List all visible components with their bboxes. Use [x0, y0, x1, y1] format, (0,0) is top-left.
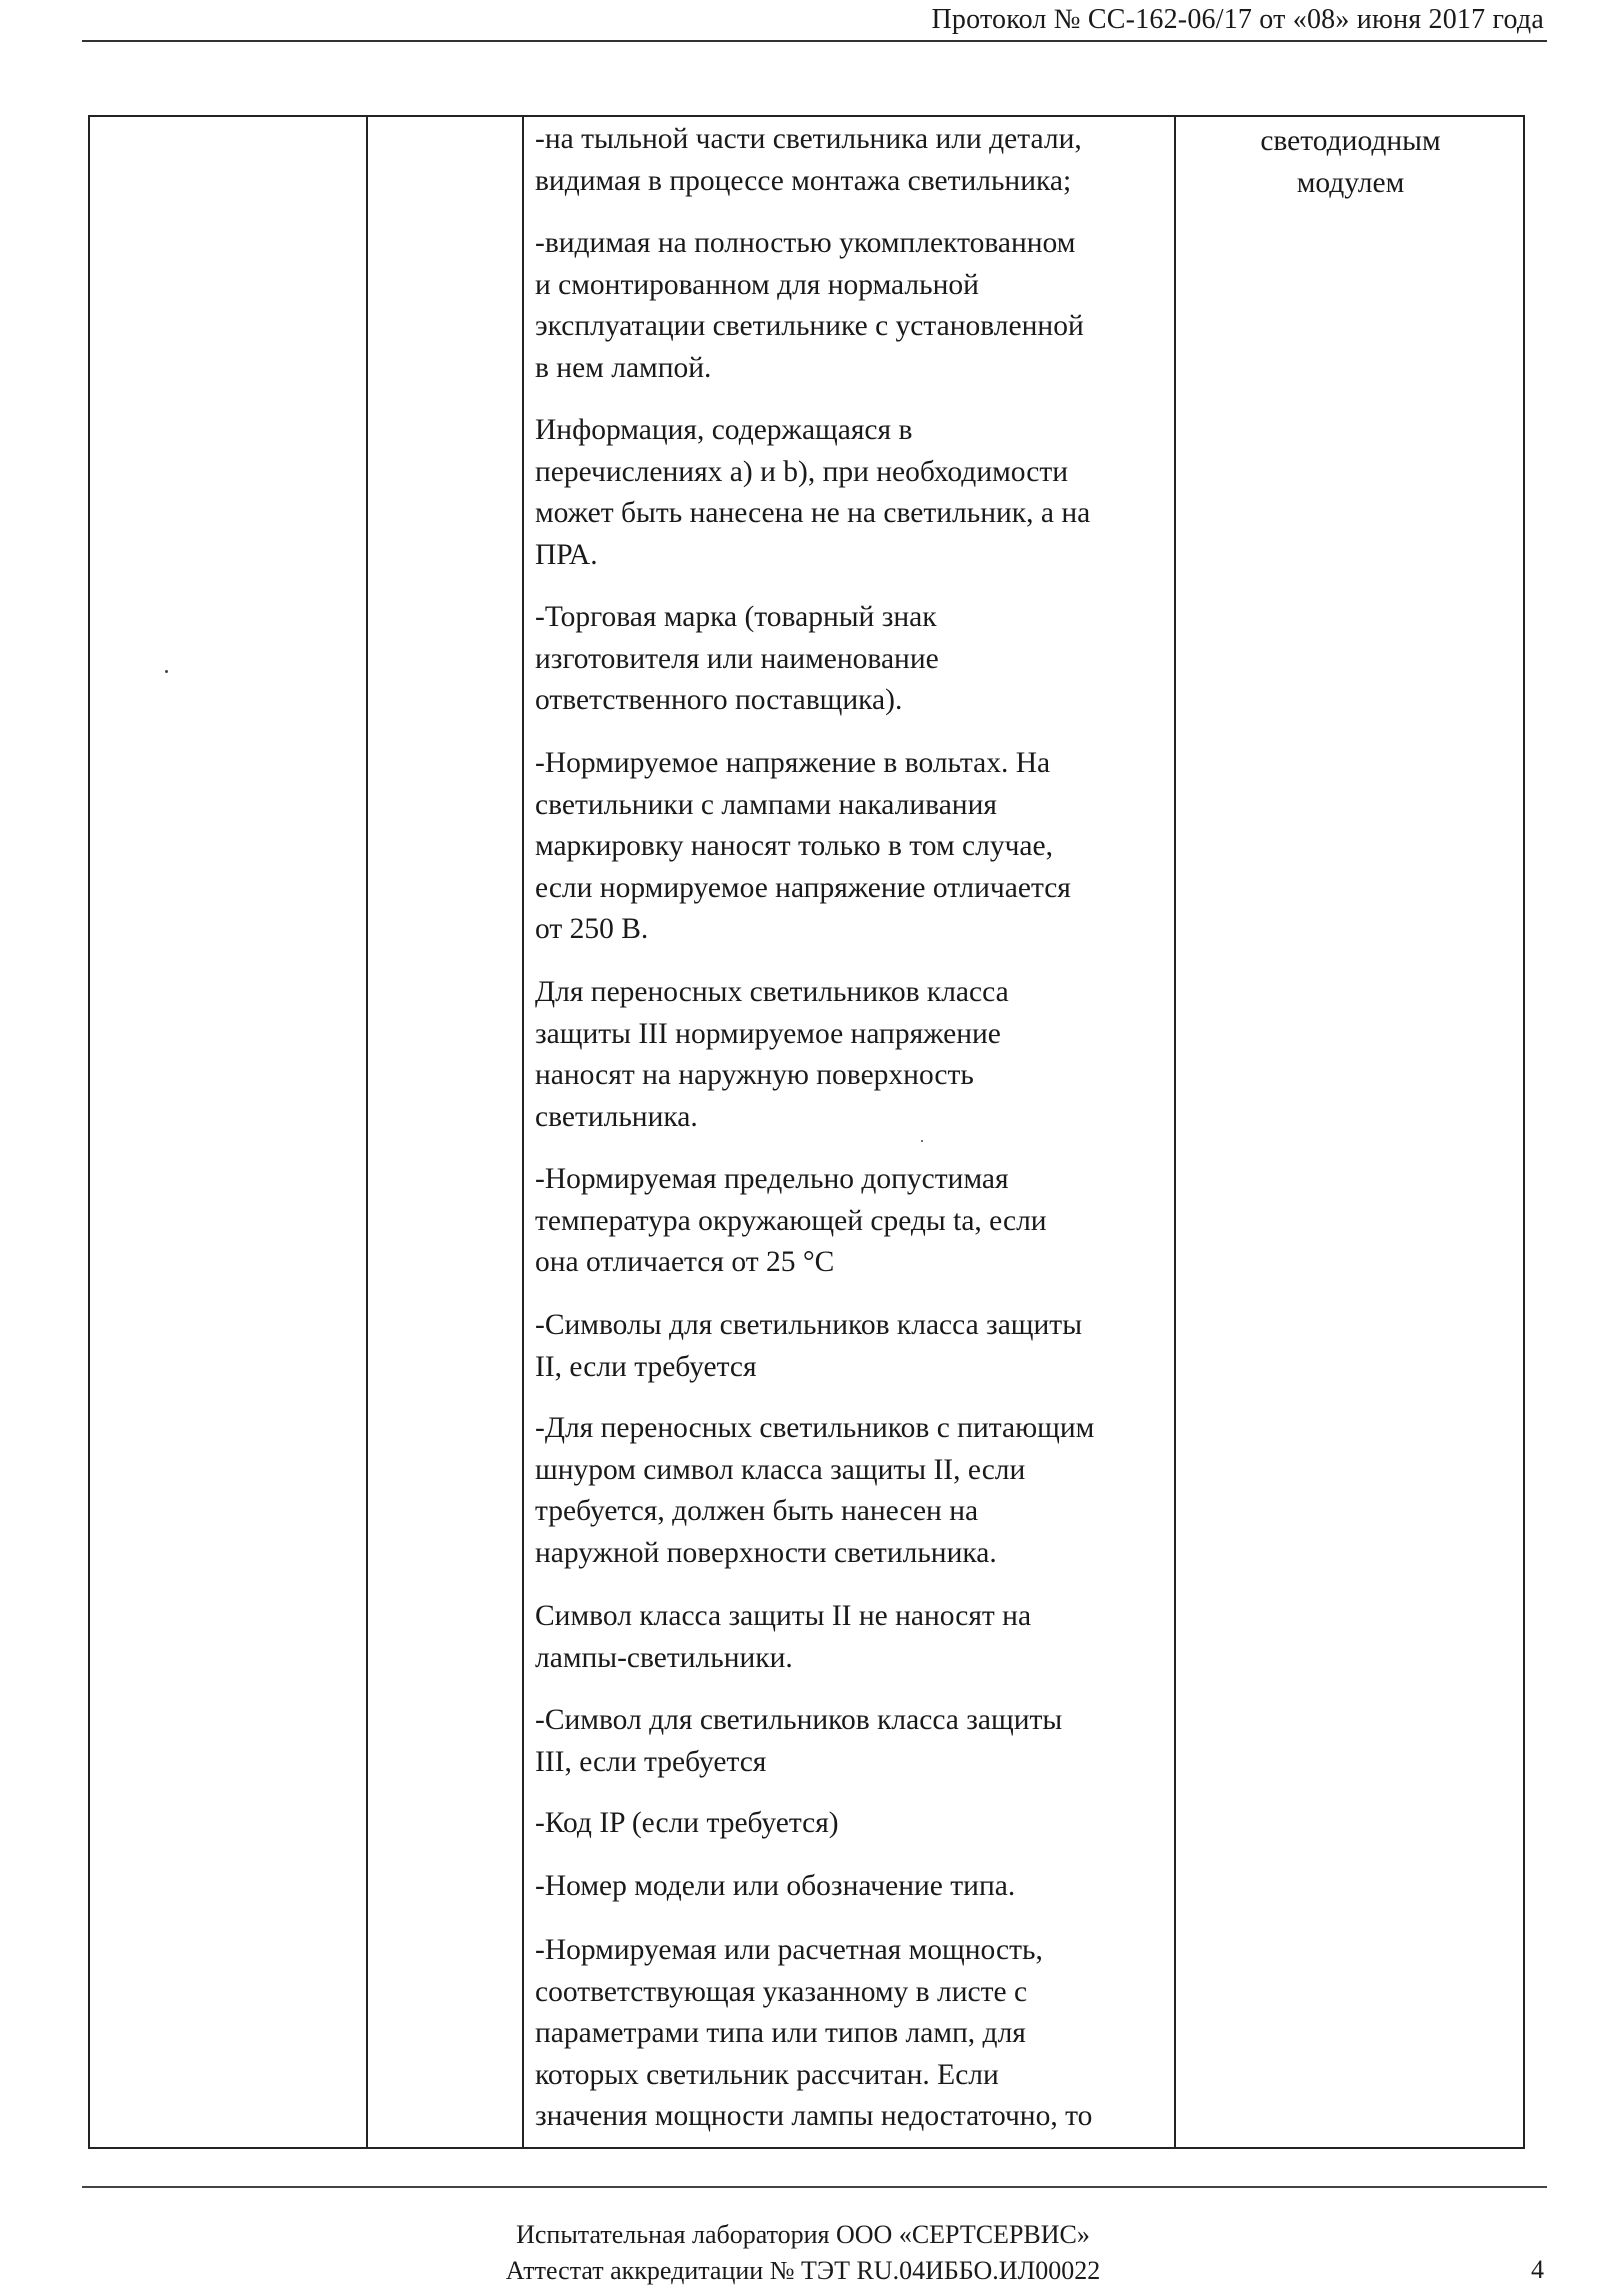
requirement-paragraph: -Код IP (если требуется): [535, 1807, 839, 1839]
result-text-line: модулем: [1296, 166, 1405, 199]
protocol-header: Протокол № СС-162-06/17 от «08» июня 2017 года: [931, 4, 1544, 35]
scan-speck: [921, 1140, 923, 1142]
requirement-paragraph: Информация, содержащаяся в перечислениях a) и b), при необходимости может быть нанесена не на светильник, а на ПРА.: [535, 414, 1091, 571]
scan-speck: [165, 670, 168, 673]
requirements-column: [535, 117, 1173, 2147]
requirement-paragraph: -на тыльной части светильника или детали, видимая в процессе монтажа светильника;: [535, 123, 1082, 197]
header-divider: [82, 40, 1547, 42]
footer-divider: [82, 2186, 1547, 2188]
requirement-paragraph: -Нормируемая или расчетная мощность, соответствующая указанному в листе с параметрами типа или типов ламп, для которых светильник рассчитан. Если значения мощности лампы недостаточно, то: [535, 1934, 1093, 2132]
result-text-line: светодиодным: [1260, 125, 1441, 157]
requirement-paragraph: -Символы для светильников класса защиты II, если требуется: [535, 1309, 1083, 1383]
result-column: [1176, 117, 1525, 204]
requirement-paragraph: -Номер модели или обозначение типа.: [535, 1870, 1016, 1902]
accreditation-number: Аттестат аккредитации № ТЭТ RU.04ИББО.ИЛ00022: [505, 2256, 1101, 2285]
requirement-paragraph: Символ класса защиты II не наносят на лампы-светильники.: [535, 1600, 1032, 1674]
column-divider-1: [366, 117, 368, 2147]
lab-name: Испытательная лаборатория ООО «СЕРТСЕРВИС»: [516, 2220, 1090, 2249]
requirement-paragraph: -Торговая марка (товарный знак изготовителя или наименование ответственного поставщика).: [535, 601, 939, 716]
column-divider-2: [522, 117, 524, 2147]
requirement-paragraph: -Для переносных светильников с питающим шнуром символ класса защиты II, если требуется, должен быть нанесен на наружной поверхности светильника.: [535, 1412, 1095, 1569]
page-number: 4: [1531, 2255, 1544, 2284]
requirement-paragraph: -видимая на полностью укомплектованном и смонтированном для нормальной эксплуатации светильнике с установленной в нем лампой.: [535, 227, 1084, 384]
requirement-paragraph: -Символ для светильников класса защиты III, если требуется: [535, 1704, 1063, 1778]
requirement-paragraph: Для переносных светильников класса защиты III нормируемое напряжение наносят на наружную поверхность светильника.: [535, 976, 1009, 1133]
requirement-paragraph: -Нормируемое напряжение в вольтах. На светильники с лампами накаливания маркировку наносят только в том случае, если нормируемое напряжение отличается от 250 В.: [535, 747, 1071, 945]
column-divider-3: [1174, 117, 1176, 2147]
requirement-paragraph: -Нормируемая предельно допустимая температура окружающей среды ta, если она отличается от 25 °С: [535, 1163, 1047, 1278]
compliance-table: [88, 115, 1525, 2149]
